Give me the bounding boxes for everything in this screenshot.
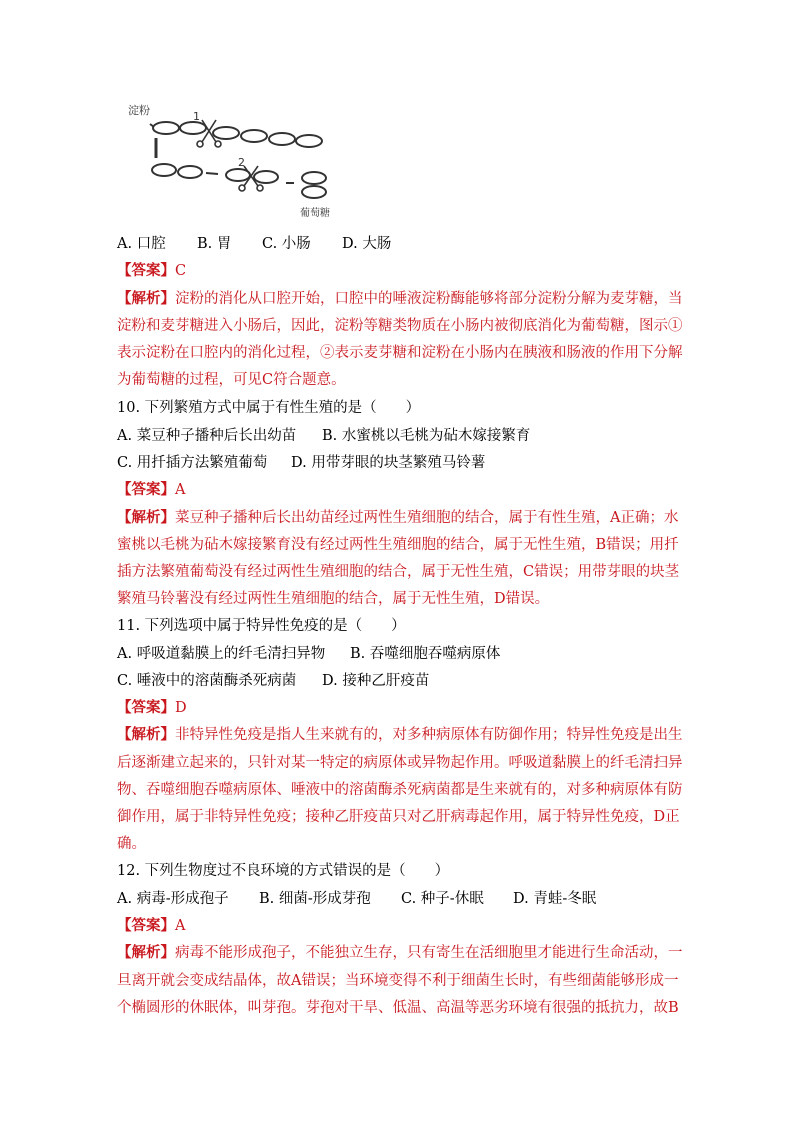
q10-analysis-line-2: 蜜桃以毛桃为砧木嫁接繁育没有经过两性生殖细胞的结合，属于无性生殖，B错误；用扦 <box>117 537 679 553</box>
analysis-tag: 【解析】 <box>117 509 175 526</box>
q10-option-b: B. 水蜜桃以毛桃为砧木嫁接繁育 <box>322 428 531 444</box>
q10-options-row-1 <box>117 425 677 447</box>
analysis-tag: 【解析】 <box>117 726 175 743</box>
q12-answer <box>117 915 677 937</box>
q11-analysis-line-3: 物、吞噬细胞吞噬病原体、唾液中的溶菌酶杀死病菌都是生来就有的，对多种病原体有防 <box>117 782 683 798</box>
starch-digestion-diagram <box>126 100 338 222</box>
q9-option-d: D. 大肠 <box>342 236 392 252</box>
marker-1: 1 <box>193 110 200 123</box>
maltose-chain <box>152 164 326 198</box>
q11-option-c: C. 唾液中的溶菌酶杀死病菌 <box>117 673 297 689</box>
q11-option-a: A. 呼吸道黏膜上的纤毛清扫异物 <box>117 646 326 662</box>
q10-options-row-2 <box>117 452 677 474</box>
q11-options-row-1 <box>117 643 677 665</box>
answer-tag: 【答案】 <box>117 699 175 716</box>
label-glucose: 葡萄糖 <box>300 208 330 219</box>
q11-analysis-line-4: 御作用，属于非特异性免疫；接种乙肝疫苗只对乙肝病毒起作用，属于特异性免疫，D正 <box>117 809 680 825</box>
q9-analysis-line-3: 表示淀粉在口腔内的消化过程，②表示麦芽糖和淀粉在小肠内在胰液和肠液的作用下分解 <box>117 345 683 361</box>
analysis-text: 淀粉的消化从口腔开始，口腔中的唾液淀粉酶能够将部分淀粉分解为麦芽糖，当 <box>175 291 683 307</box>
q9-option-c: C. 小肠 <box>262 236 311 252</box>
answer-value: A <box>175 482 186 498</box>
q12-analysis-line-3: 个椭圆形的休眠体，叫芽孢。芽孢对干旱、低温、高温等恶劣环境有很强的抵抗力，故B <box>117 1000 679 1016</box>
q11-analysis-line-1 <box>117 724 683 746</box>
q10-analysis-line-1 <box>117 507 677 529</box>
q11-option-d: D. 接种乙肝疫苗 <box>322 673 430 689</box>
q9-options <box>117 233 677 255</box>
q9-analysis-line-1 <box>117 288 683 310</box>
q10-option-c: C. 用扦插方法繁殖葡萄 <box>117 455 268 471</box>
answer-value: D <box>175 700 187 716</box>
q9-analysis-line-2: 淀粉和麦芽糖进入小肠后，因此，淀粉等糖类物质在小肠内被彻底消化为葡萄糖，图示① <box>117 318 683 334</box>
q10-option-d: D. 用带芽眼的块茎繁殖马铃薯 <box>291 455 486 471</box>
marker-2: 2 <box>238 156 245 169</box>
q10-analysis-line-3: 插方法繁殖葡萄没有经过两性生殖细胞的结合，属于无性生殖，C错误；用带芽眼的块茎 <box>117 564 680 580</box>
q9-option-b: B. 胃 <box>197 236 232 252</box>
analysis-tag: 【解析】 <box>117 944 175 961</box>
q12-option-d: D. 青蛙-冬眠 <box>513 891 597 907</box>
q11-analysis-line-5: 确。 <box>117 836 146 852</box>
q12-analysis-line-1 <box>117 942 683 964</box>
q10-analysis-line-4: 繁殖马铃薯没有经过两性生殖细胞的结合，属于无性生殖，D错误。 <box>117 591 550 607</box>
q11-options-row-2 <box>117 670 677 692</box>
q9-analysis-line-4: 为葡萄糖的过程，可见C符合题意。 <box>117 372 346 388</box>
q9-answer <box>117 260 677 282</box>
q10-option-a: A. 菜豆种子播种后长出幼苗 <box>117 428 297 444</box>
q12-option-a: A. 病毒-形成孢子 <box>117 891 229 907</box>
answer-value: C <box>175 263 187 279</box>
analysis-tag: 【解析】 <box>117 290 175 307</box>
q12-analysis-line-2: 旦离开就会变成结晶体，故A错误；当环境变得不利于细菌生长时，有些细菌能够形成一 <box>117 973 679 989</box>
q11-stem: 11. 下列选项中属于特异性免疫的是（ ） <box>117 618 406 634</box>
starch-chain <box>150 122 322 147</box>
q12-stem: 12. 下列生物度过不良环境的方式错误的是（ ） <box>117 863 450 879</box>
answer-tag: 【答案】 <box>117 481 175 498</box>
q10-stem: 10. 下列繁殖方式中属于有性生殖的是（ ） <box>117 400 421 416</box>
q10-answer <box>117 479 677 501</box>
label-starch: 淀粉 <box>128 104 150 117</box>
q9-option-a: A. 口腔 <box>117 236 166 252</box>
q11-analysis-line-2: 后逐渐建立起来的，只针对某一特定的病原体或异物起作用。呼吸道黏膜上的纤毛清扫异 <box>117 755 683 771</box>
answer-tag: 【答案】 <box>117 917 175 934</box>
analysis-text: 菜豆种子播种后长出幼苗经过两性生殖细胞的结合，属于有性生殖，A正确；水 <box>175 510 679 526</box>
answer-tag: 【答案】 <box>117 262 175 279</box>
analysis-text: 病毒不能形成孢子，不能独立生存，只有寄生在活细胞里才能进行生命活动，一 <box>175 945 683 961</box>
answer-value: A <box>175 918 186 934</box>
q11-answer <box>117 697 677 719</box>
q12-options <box>117 888 677 910</box>
analysis-text: 非特异性免疫是指人生来就有的，对多种病原体有防御作用；特异性免疫是出生 <box>175 727 683 743</box>
q12-option-c: C. 种子-休眠 <box>401 891 484 907</box>
q12-option-b: B. 细菌-形成芽孢 <box>259 891 371 907</box>
q11-option-b: B. 吞噬细胞吞噬病原体 <box>350 646 501 662</box>
